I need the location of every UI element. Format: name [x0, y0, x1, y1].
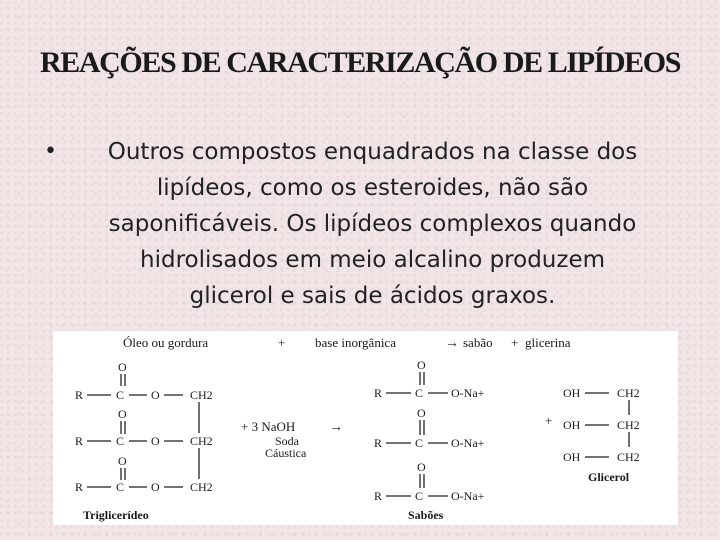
methylene: CH2 — [190, 388, 213, 402]
carbon: C — [415, 386, 424, 400]
carbonyl-oxygen: O — [118, 407, 127, 421]
hydroxyl: OH — [563, 450, 581, 464]
glycerol-structure — [563, 386, 640, 484]
carbonyl-oxygen: O — [118, 454, 127, 468]
methine: CH2 — [617, 418, 640, 432]
carbon: C — [116, 434, 125, 448]
carboxylate: O-Na+ — [451, 386, 485, 400]
carbonyl-oxygen: O — [417, 358, 426, 372]
r-group: R — [374, 386, 383, 400]
body-line: lipídeos, como os esteroides, não são — [156, 175, 589, 201]
ester-oxygen: O — [151, 388, 160, 402]
header-soap: sabão — [463, 335, 493, 350]
triglyceride-structure — [75, 360, 213, 522]
carbon: C — [116, 388, 125, 402]
glycerol-label: Glicerol — [588, 470, 630, 484]
slide-title: REAÇÕES DE CARACTERIZAÇÃO DE LIPÍDEOS — [40, 46, 680, 79]
bullet-marker: • — [44, 139, 57, 164]
carbon: C — [415, 436, 424, 450]
carboxylate: O-Na+ — [451, 489, 485, 503]
r-group: R — [75, 480, 84, 494]
carbonyl-oxygen: O — [417, 460, 426, 474]
hydroxyl: OH — [563, 386, 581, 400]
methylene: CH2 — [190, 480, 213, 494]
header-arrow: → — [445, 336, 459, 351]
header-reactant: Óleo ou gordura — [123, 335, 209, 350]
methylene: CH2 — [617, 386, 640, 400]
carboxylate: O-Na+ — [451, 436, 485, 450]
r-group: R — [75, 434, 84, 448]
body-line: glicerol e sais de ácidos graxos. — [189, 283, 556, 309]
header-plus: + — [278, 335, 286, 350]
triglyceride-label: Triglicerídeo — [83, 508, 149, 522]
r-group: R — [75, 388, 84, 402]
header-base: base inorgânica — [315, 335, 396, 350]
reagent-caustica: Cáustica — [265, 446, 307, 460]
soaps-structure — [374, 358, 485, 522]
reagent-naoh: + 3 NaOH — [241, 419, 296, 434]
body-line: Outros compostos enquadrados na classe dos — [107, 139, 638, 165]
saponification-reaction-image — [53, 331, 678, 525]
body-paragraph — [70, 134, 675, 314]
plus-sign: + — [545, 413, 553, 428]
body-line: saponificáveis. Os lipídeos complexos quando — [108, 211, 637, 237]
carbonyl-oxygen: O — [417, 406, 426, 420]
carbon: C — [116, 480, 125, 494]
ester-oxygen: O — [151, 434, 160, 448]
reagent-block — [241, 419, 343, 460]
hydroxyl: OH — [563, 418, 581, 432]
r-group: R — [374, 489, 383, 503]
reagent-soda: Soda — [275, 434, 299, 448]
reagent-arrow: → — [329, 420, 343, 435]
header-plus: + — [511, 335, 519, 350]
methine: CH2 — [190, 434, 213, 448]
soaps-label: Sabões — [408, 508, 444, 522]
methylene: CH2 — [617, 450, 640, 464]
reaction-scheme — [53, 331, 678, 525]
carbonyl-oxygen: O — [118, 360, 127, 374]
carbon: C — [415, 489, 424, 503]
ester-oxygen: O — [151, 480, 160, 494]
body-line: hidrolisados em meio alcalino produzem — [140, 247, 605, 273]
r-group: R — [374, 436, 383, 450]
header-glycerin: glicerina — [525, 335, 571, 350]
